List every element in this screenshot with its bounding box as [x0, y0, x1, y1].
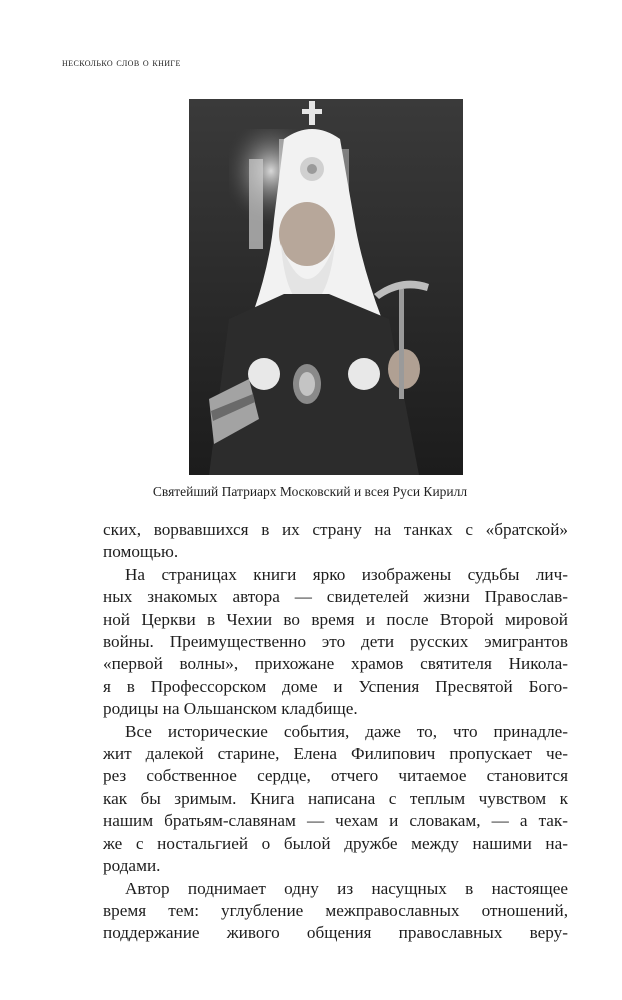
text-line: помощью. — [103, 542, 179, 562]
running-head: несколько слов о книге — [62, 57, 181, 69]
paragraph — [103, 721, 568, 878]
text-line: я в Профессорском доме и Успения Пресвятой Бого- — [103, 676, 568, 696]
paragraph — [103, 564, 568, 721]
text-line: родами. — [103, 856, 161, 876]
text-line: ной Церкви в Чехии во время и после Второй мировой — [103, 609, 568, 629]
photo-illustration — [189, 99, 463, 475]
photo-caption: Святейший Патриарх Московский и всея Руси Кирилл — [152, 484, 468, 499]
text-line: Автор поднимает одну из насущных в настоящее — [125, 878, 568, 898]
text-line: На страницах книги ярко изображены судьбы лич- — [125, 564, 568, 584]
text-line: же с ностальгией о былой дружбе между нашими на- — [103, 833, 568, 853]
text-line: нашим братьям-славянам — чехам и словакам, — а так- — [103, 811, 568, 831]
text-line: как бы зримым. Книга написана с теплым чувством к — [103, 788, 568, 808]
text-line: «первой волны», прихожане храмов святителя Никола- — [103, 654, 568, 674]
patriarch-photo — [189, 99, 463, 475]
body-text — [103, 519, 568, 945]
text-line: поддержание живого общения православных веру- — [103, 923, 568, 943]
paragraph — [103, 519, 568, 564]
text-line: войны. Преимущественно это дети русских эмигрантов — [103, 632, 568, 652]
text-line: ских, ворвавшихся в их страну на танках с «братской» — [103, 520, 568, 539]
text-line: Все исторические события, даже то, что принадле- — [125, 721, 568, 741]
paragraph — [103, 878, 568, 945]
text-line: жит далекой старине, Елена Филипович пропускает че- — [103, 744, 568, 764]
text-line: ных знакомых автора — свидетелей жизни Православ- — [103, 587, 568, 607]
text-line: время тем: углубление межправославных отношений, — [103, 900, 568, 920]
text-line: родицы на Ольшанском кладбище. — [103, 699, 358, 719]
text-line: рез собственное сердце, отчего читаемое становится — [103, 766, 568, 786]
